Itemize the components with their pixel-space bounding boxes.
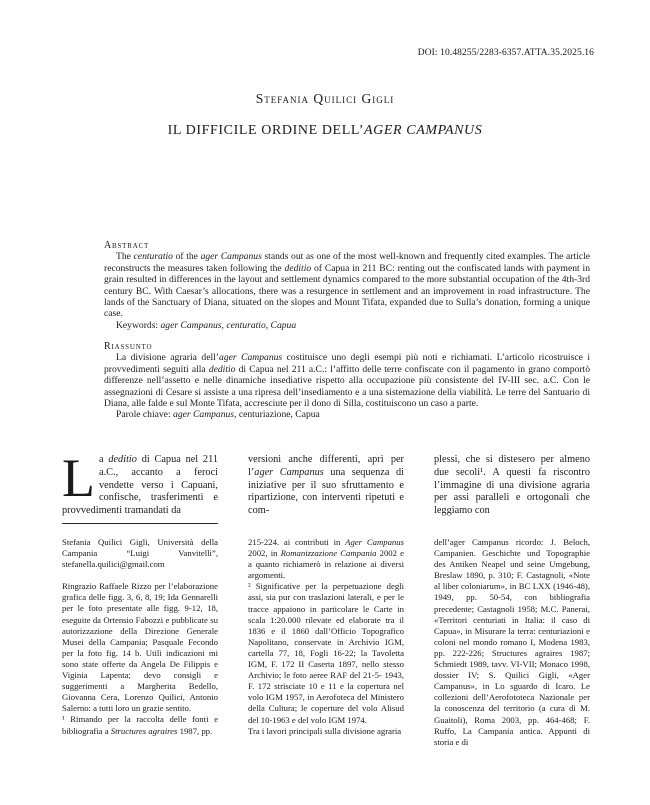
drop-cap: L [62,448,95,508]
body-column-2: versioni anche differenti, aprì per l’ager Campanus una sequenza di iniziative per il suo sfruttamento e ripartizione, con interventi ripetuti e com- [248,454,404,517]
footnote-column-3 [434,537,590,748]
body-column-1: La deditio di Capua nel 211 a.C., accanto a feroci vendette verso i Capuani, confische, trasferimenti e provvedimenti tramandati da [62,448,218,517]
riassunto-heading: Riassunto [104,341,153,352]
footnote-1: ¹ Rimando per la raccolta delle fonti e bibliografia a Structures agraires 1987, pp. [62,714,218,736]
footnote-2-cont: dell’ager Campanus ricordo: J. Beloch, Campanien. Geschichte und Topographie des Antiken Neapel und seine Umgebung, Breslaw 1890, p. 310; F. Castagnoli, «Note al liber coloniarum», in BC LXX (1946-48), 1949, pp. 50-54, con bibliografia precedente; Castagnoli 1958; M.C. Panerai, «Territori centuriati in Italia: il caso di Capua», in Misurare la terra: centuriazioni e coloni nel mondo romano I, Modena 1983, pp. 222-226; Structures agraires 1987; Schmiedt 1989, tavv. VI-VII; Monaco 1998, dossier IV; S. Quilici Gigli, «Ager Campanus», in Lo sguardo di Icaro. Le collezioni dell’Aerofototeca Nazionale per la conoscenza del territorio (a cura di M. Guaitoli), Roma 2003, pp. 464-468; F. Ruffo, La Campania antica. Appunti di storia e di [434,537,590,747]
acknowledgements: Ringrazio Raffaele Rizzo per l’elaborazione grafica delle figg. 3, 6, 8, 19; Ida Gennarelli per le foto presentate alle figg. 9-12, 18, eseguite da Ortensio Fabozzi e pubblicate su autorizzazione della Direzione Generale Musei della Campania; Pasquale Fecondo per la foto fig. 14 b. Utili indicazioni mi sono state offerte da Angela De Filippis e Viginia Lapenta; devo consigli e suggerimenti a Margherita Bedello, Giovanna Cera, Lorenzo Quilici, Antonio Salerno: a tutti loro un grazie sentito. [62,581,218,714]
article-title [0,123,650,139]
footnote-1-cont: 215-224. ai contributi in Ager Campanus 2002, in Romanizzazione Campania 2002 e a quanto richiamerò in relazione ai diversi argomenti. [248,537,404,581]
footnote-2: ² Significative per la perpetuazione degli assi, sia pur con traslazioni laterali, e per le tracce appaiono in particolare le Carte in scala 1:20.000 rilevate ed elaborate tra il 1836 e il 1860 dall’Officio Topografico Napolitano, conservate in Archivio IGM, cartella 77, 18, Fogli 16-22; la Tavoletta IGM, F. 172 II Caserta 1897, nello stesso Archivio; le foto aeree RAF del 21-5- 1943, F. 172 strisciate 10 e 11 e la copertura nel volo IGM 1957, in Aerofoteca del Ministero della Cultura; le coperture del volo Alisud del 10-1963 e del volo IGM 1974. [248,581,404,725]
abstract-block [104,240,590,331]
author-name: Stefania Quilici Gigli [255,91,395,106]
abstract-keywords: Keywords: ager Campanus, centuratio, Capua [116,319,297,331]
footnote-rule [62,523,218,524]
abstract-heading: Abstract [104,240,150,251]
footnote-column-2 [248,537,404,737]
title-plain: IL DIFFICILE ORDINE DELL’ [167,123,364,138]
footnote-2-tail: Tra i lavori principali sulla divisione agraria [248,725,402,736]
body-column-3: plessi, che si distesero per almeno due secoli¹. A questi fa riscontro l’immagine di una divisione agraria per assi paralleli e ortogonali che leggiamo con [434,454,590,517]
abstract-text: The centuratio of the ager Campanus stands out as one of the most well-known and frequently cited examples. The article reconstructs the measures taken following the deditio of Capua in 211 BC: renting out the confiscated lands with payment in grain resulted in differences in the layout and settlement dynamics compared to the more substantial occupation of the 4th-3rd century BC. With Caesar’s allocations, there was a resurgence in settlement and an improvement in road infrastructure. The lands of the Sanctuary of Diana, situated on the slopes and Mount Tifata, expanded due to Sulla’s donation, forming a unique case. [104,251,591,320]
author-affiliation: Stefania Quilici Gigli, Università della Campania “Luigi Vanvitelli”, stefanella.quilici@gmail.com [62,537,218,570]
riassunto-text: La divisione agraria dell’ager Campanus costituisce uno degli esempi più noti e richiamati. L’articolo ricostruisce i provvedimenti seguiti alla deditio di Capua nel 211 a.C.: l’affitto delle terre confiscate con il pagamento in grano comportò differenze nell’assetto e nelle dinamiche insediative rispetto alla occupazione più consistente del IV-III sec. a.C. Con le assegnazioni di Cesare si assiste a una ripresa dell’insediamento e a una sistemazione della viabilità. Le terre del Santuario di Diana, alle falde e sul Monte Tifata, accresciute per il dono di Silla, costituiscono un caso a parte. [104,352,590,410]
riassunto-block [104,341,590,421]
footnote-column-1 [62,537,218,737]
riassunto-keywords: Parole chiave: ager Campanus, centuriazione, Capua [116,409,320,421]
title-italic: AGER CAMPANUS [363,123,483,138]
doi-line: DOI: 10.48255/2283-6357.ATTA.35.2025.16 [417,48,594,58]
